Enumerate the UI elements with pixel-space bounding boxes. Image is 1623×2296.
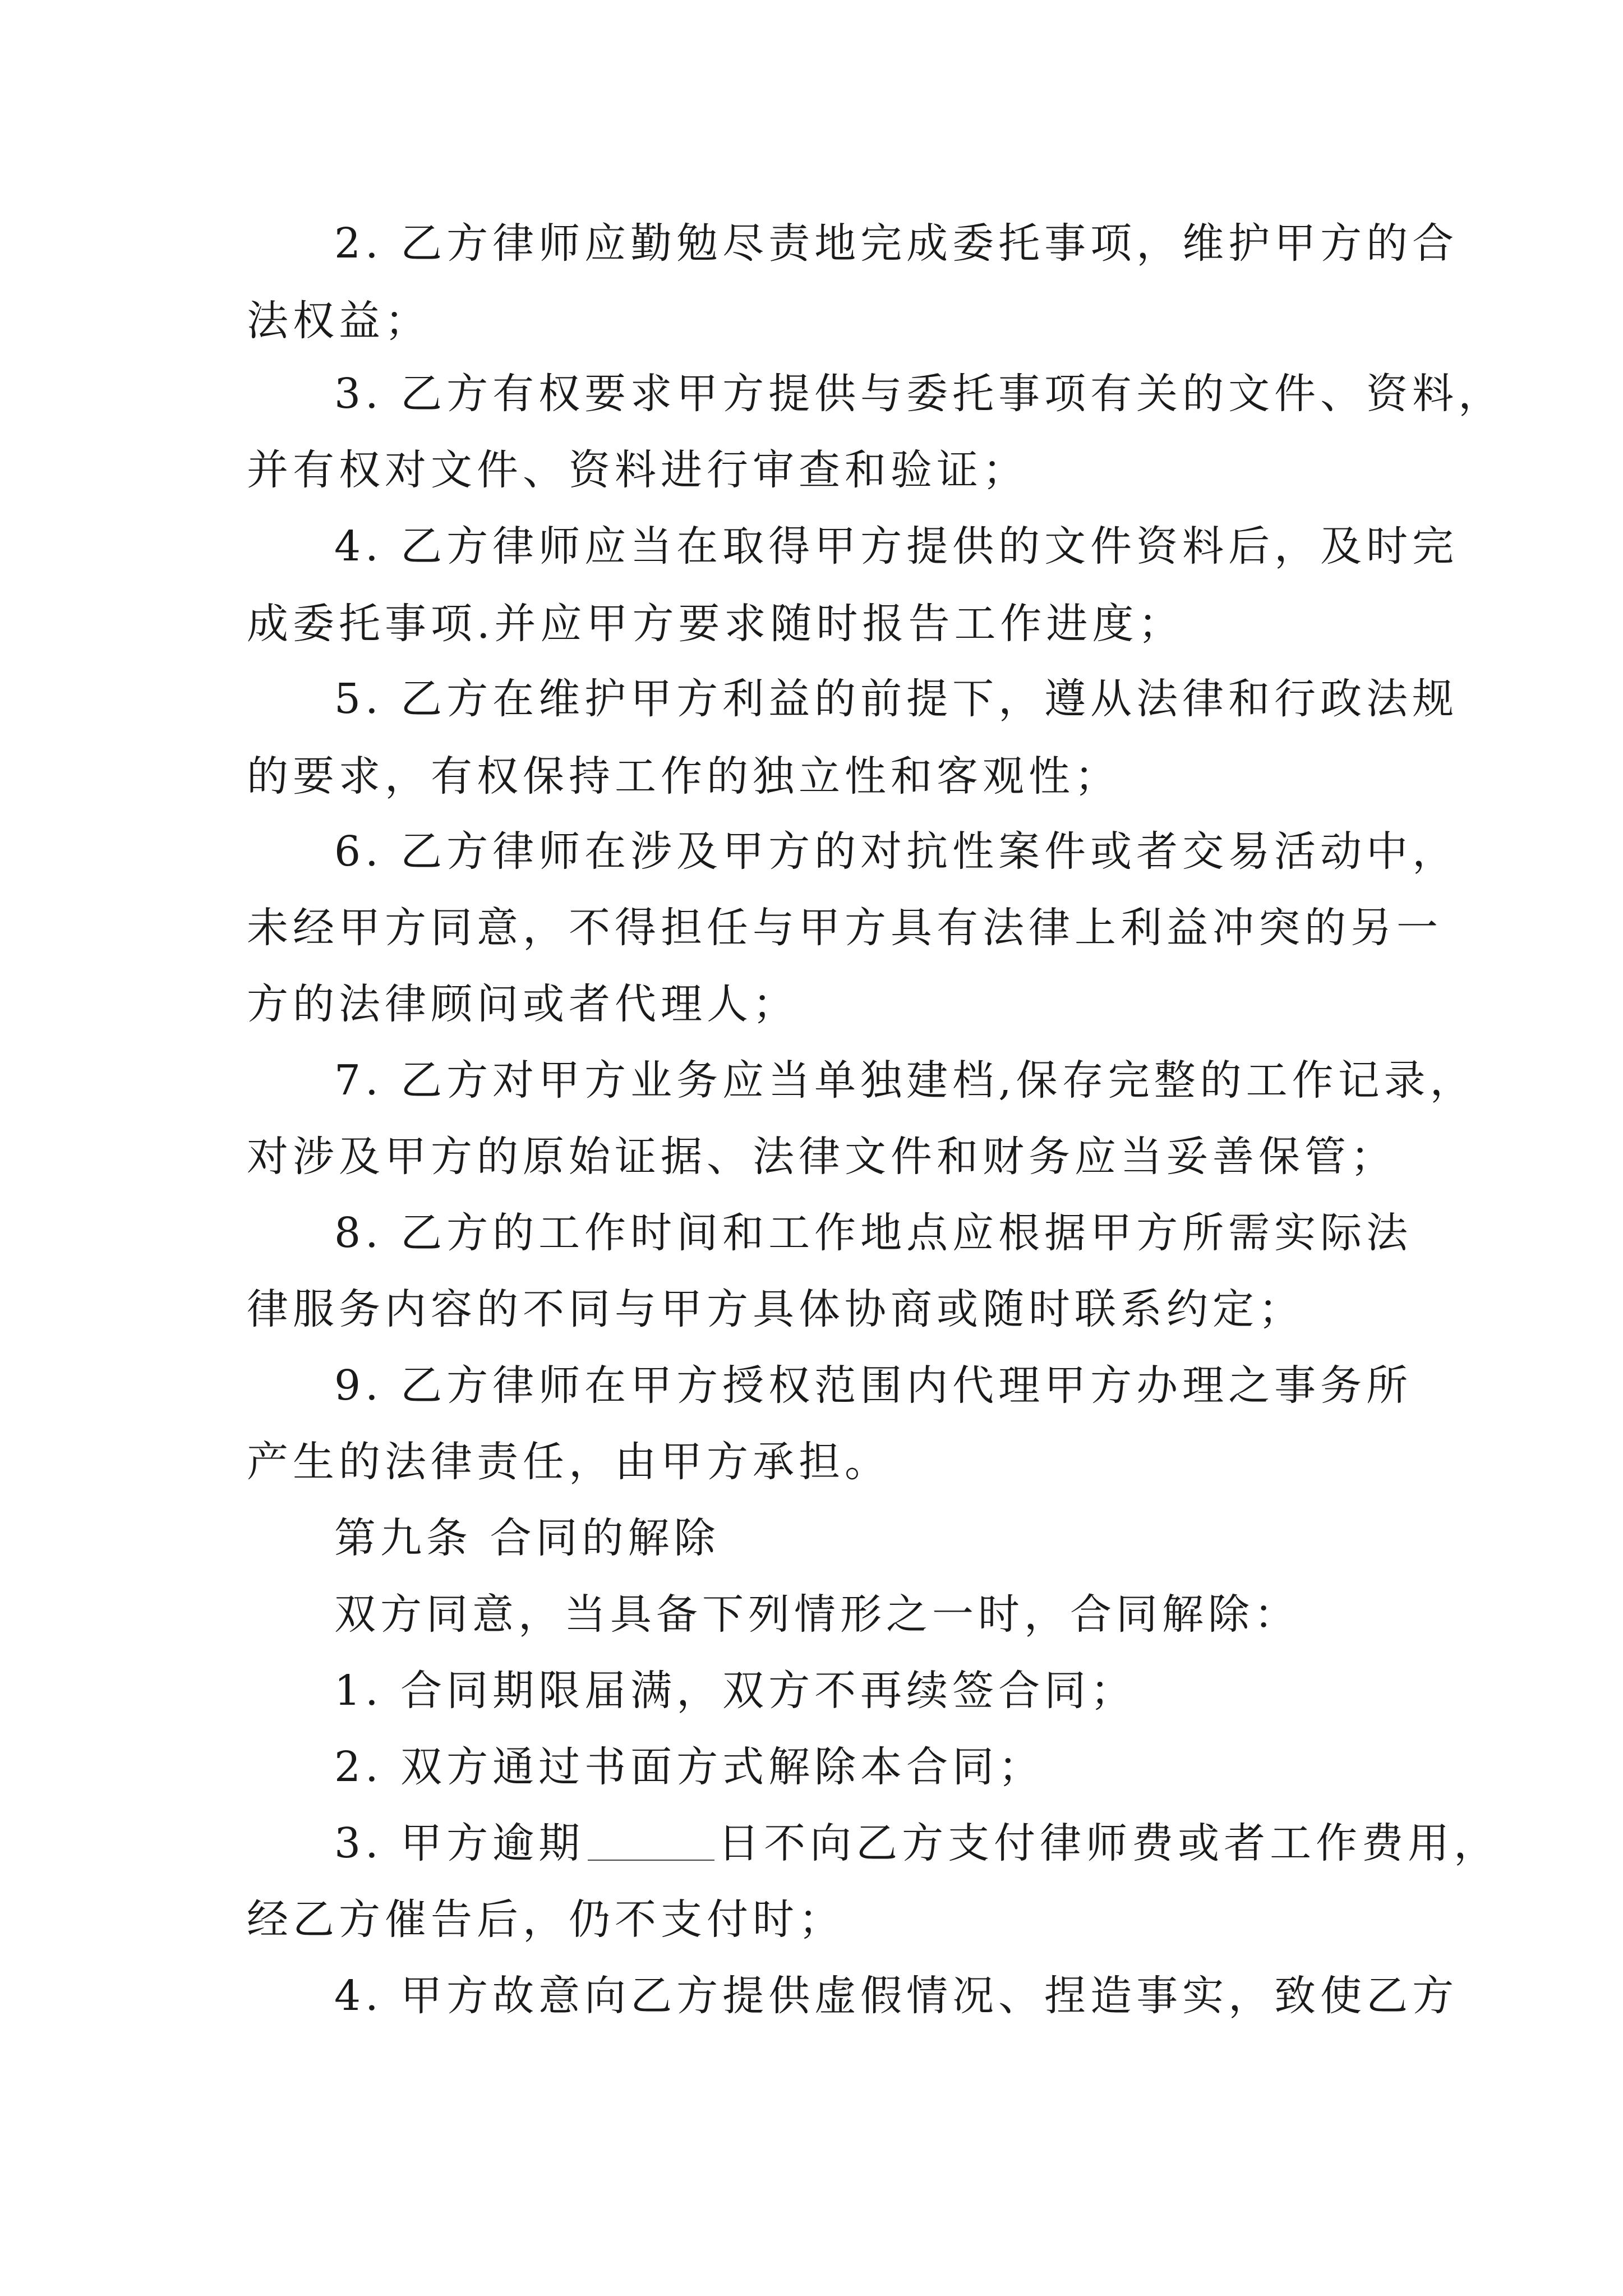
paragraph-line: 4. 乙方律师应当在取得甲方提供的文件资料后，及时完 <box>334 522 1459 570</box>
paragraph-line: 的要求，有权保持工作的独立性和客观性； <box>247 752 1121 800</box>
paragraph-line: 1. 合同期限届满，双方不再续签合同； <box>334 1667 1137 1715</box>
paragraph-line: 6. 乙方律师在涉及甲方的对抗性案件或者交易活动中， <box>334 827 1459 876</box>
line-text-after-blank: 日不向乙方支付律师费或者工作费用， <box>718 1819 1500 1867</box>
paragraph-line: 并有权对文件、资料进行审查和验证； <box>247 446 1029 494</box>
paragraph-line: 对涉及甲方的原始证据、法律文件和财务应当妥善保管； <box>247 1133 1396 1181</box>
paragraph-line: 7. 乙方对甲方业务应当单独建档,保存完整的工作记录， <box>334 1056 1476 1105</box>
paragraph-line: 未经甲方同意，不得担任与甲方具有法律上利益冲突的另一 <box>247 904 1442 952</box>
paragraph-line: 4. 甲方故意向乙方提供虚假情况、捏造事实，致使乙方 <box>334 1972 1459 2020</box>
section-heading: 第九条 合同的解除 <box>334 1514 720 1562</box>
paragraph-line: 成委托事项.并应甲方要求随时报告工作进度； <box>247 600 1184 648</box>
paragraph-line: 2. 乙方律师应勤勉尽责地完成委托事项，维护甲方的合 <box>334 219 1459 268</box>
paragraph-line: 法权益； <box>247 297 431 345</box>
blank-underline <box>588 1820 714 1861</box>
paragraph-line <box>334 1815 1500 1871</box>
paragraph-line: 9. 乙方律师在甲方授权范围内代理甲方办理之事务所 <box>334 1361 1413 1410</box>
paragraph-line: 方的法律顾问或者代理人； <box>247 980 799 1028</box>
paragraph-line: 双方同意，当具备下列情形之一时，合同解除： <box>334 1590 1300 1639</box>
paragraph-line: 5. 乙方在维护甲方利益的前提下，遵从法律和行政法规 <box>334 675 1459 723</box>
paragraph-line: 3. 乙方有权要求甲方提供与委托事项有关的文件、资料， <box>334 370 1505 418</box>
line-text-before-blank: 3. 甲方逾期 <box>334 1819 585 1867</box>
paragraph-line: 律服务内容的不同与甲方具体协商或随时联系约定； <box>247 1285 1304 1333</box>
paragraph-line: 产生的法律责任，由甲方承担。 <box>247 1438 891 1486</box>
paragraph-line: 经乙方催告后，仍不支付时； <box>247 1895 845 1944</box>
paragraph-line: 2. 双方通过书面方式解除本合同； <box>334 1743 1045 1791</box>
paragraph-line: 8. 乙方的工作时间和工作地点应根据甲方所需实际法 <box>334 1209 1413 1257</box>
